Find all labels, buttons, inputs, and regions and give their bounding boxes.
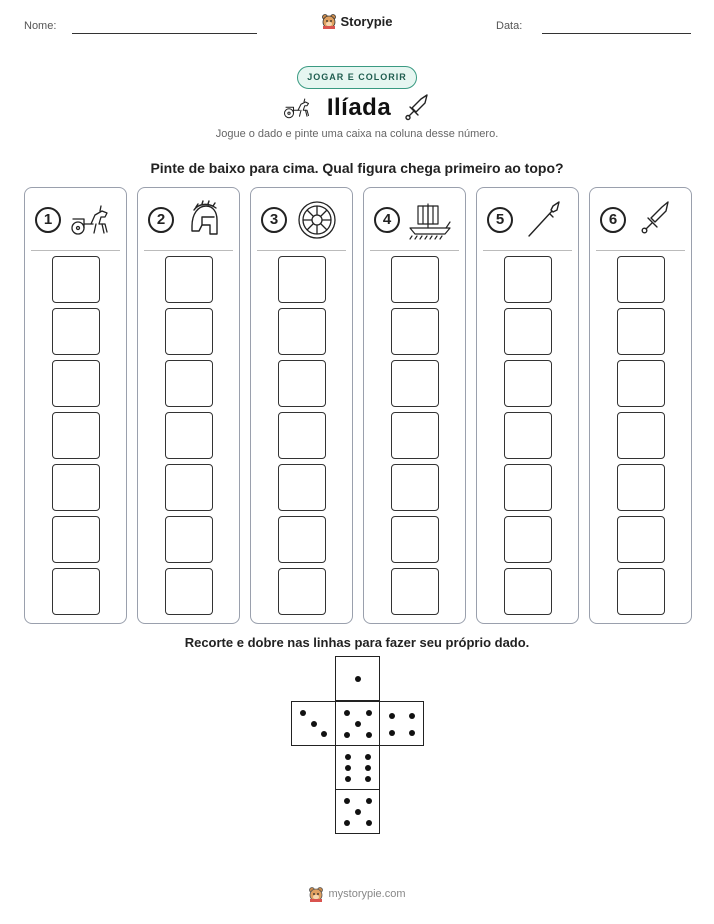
color-box[interactable]: [52, 360, 100, 407]
sword-icon: [634, 200, 678, 240]
column-divider: [483, 250, 572, 251]
pip: [409, 713, 415, 719]
pip: [365, 754, 371, 760]
color-box[interactable]: [52, 256, 100, 303]
helmet-icon: [182, 200, 226, 240]
pip: [345, 765, 351, 771]
color-box[interactable]: [617, 568, 665, 615]
chariot-icon: [69, 200, 113, 240]
pip: [365, 776, 371, 782]
bear-mascot-icon: [308, 886, 324, 902]
color-box[interactable]: [278, 412, 326, 459]
color-box[interactable]: [278, 308, 326, 355]
color-box[interactable]: [391, 360, 439, 407]
ship-icon: [408, 200, 452, 240]
column-4: [363, 187, 466, 624]
color-box[interactable]: [504, 568, 552, 615]
column-divider: [596, 250, 685, 251]
instruction: Pinte de baixo para cima. Qual figura chega primeiro ao topo?: [150, 160, 564, 176]
color-box[interactable]: [391, 308, 439, 355]
die-face-3: [291, 701, 336, 746]
color-box[interactable]: [278, 360, 326, 407]
pip: [321, 731, 327, 737]
color-box[interactable]: [278, 568, 326, 615]
column-divider: [257, 250, 346, 251]
color-box[interactable]: [165, 360, 213, 407]
shield-icon: [295, 200, 339, 240]
column-divider: [370, 250, 459, 251]
color-box[interactable]: [278, 464, 326, 511]
column-number: 2: [148, 207, 174, 233]
subtitle: Jogue o dado e pinte uma caixa na coluna desse número.: [215, 128, 499, 140]
die-face-5: [335, 701, 380, 746]
color-box[interactable]: [165, 464, 213, 511]
color-box[interactable]: [52, 516, 100, 563]
column-2: [137, 187, 240, 624]
die-face-1: [335, 656, 380, 701]
column-number: 5: [487, 207, 513, 233]
column-number: 3: [261, 207, 287, 233]
color-box[interactable]: [617, 360, 665, 407]
pip: [389, 730, 395, 736]
color-box[interactable]: [391, 412, 439, 459]
footer: [0, 886, 714, 907]
color-box[interactable]: [504, 464, 552, 511]
column-number: 6: [600, 207, 626, 233]
die-instruction: Recorte e dobre nas linhas para fazer seu próprio dado.: [184, 635, 530, 650]
color-box[interactable]: [617, 516, 665, 563]
title-row: [0, 92, 714, 124]
column-3: [250, 187, 353, 624]
color-box[interactable]: [504, 308, 552, 355]
bear-mascot-icon: [321, 13, 337, 29]
pip: [389, 713, 395, 719]
color-box[interactable]: [52, 568, 100, 615]
game-columns: [24, 187, 690, 624]
pip: [409, 730, 415, 736]
color-box[interactable]: [165, 516, 213, 563]
die-face-4: [379, 701, 424, 746]
color-box[interactable]: [52, 464, 100, 511]
pip: [366, 732, 372, 738]
brand-logo: [0, 13, 714, 34]
column-6: [589, 187, 692, 624]
pip: [344, 732, 350, 738]
column-divider: [144, 250, 233, 251]
pip: [365, 765, 371, 771]
color-box[interactable]: [278, 516, 326, 563]
color-box[interactable]: [391, 516, 439, 563]
pip: [344, 710, 350, 716]
activity-badge: JOGAR E COLORIR: [297, 66, 417, 89]
die-face-6: [335, 745, 380, 790]
color-box[interactable]: [391, 464, 439, 511]
color-box[interactable]: [617, 308, 665, 355]
color-box[interactable]: [391, 568, 439, 615]
color-box[interactable]: [165, 308, 213, 355]
column-number: 4: [374, 207, 400, 233]
column-number: 1: [35, 207, 61, 233]
color-box[interactable]: [52, 308, 100, 355]
column-5: [476, 187, 579, 624]
name-label: Nome:: [24, 20, 57, 32]
pip: [355, 809, 361, 815]
sword-icon: [405, 93, 431, 123]
column-divider: [31, 250, 120, 251]
color-box[interactable]: [278, 256, 326, 303]
color-box[interactable]: [617, 464, 665, 511]
brand-name: Storypie: [340, 13, 393, 29]
pip: [344, 798, 350, 804]
pip: [344, 820, 350, 826]
pip: [300, 710, 306, 716]
color-box[interactable]: [617, 412, 665, 459]
pip: [345, 776, 351, 782]
footer-url[interactable]: mystorypie.com: [328, 888, 406, 900]
chariot-icon: [283, 96, 313, 120]
color-box[interactable]: [504, 360, 552, 407]
color-box[interactable]: [165, 256, 213, 303]
pip: [366, 798, 372, 804]
pip: [355, 721, 361, 727]
pip: [366, 710, 372, 716]
column-1: [24, 187, 127, 624]
date-line[interactable]: [542, 33, 691, 34]
spear-icon: [521, 200, 565, 240]
color-box[interactable]: [504, 516, 552, 563]
pip: [345, 754, 351, 760]
color-box[interactable]: [52, 412, 100, 459]
color-box[interactable]: [165, 568, 213, 615]
color-box[interactable]: [165, 412, 213, 459]
pip: [366, 820, 372, 826]
color-box[interactable]: [391, 256, 439, 303]
die-face-5-bottom: [335, 789, 380, 834]
pip: [311, 721, 317, 727]
pip: [355, 676, 361, 682]
page-title: Ilíada: [326, 94, 392, 121]
date-label: Data:: [496, 20, 523, 32]
color-box[interactable]: [504, 412, 552, 459]
color-box[interactable]: [617, 256, 665, 303]
color-box[interactable]: [504, 256, 552, 303]
